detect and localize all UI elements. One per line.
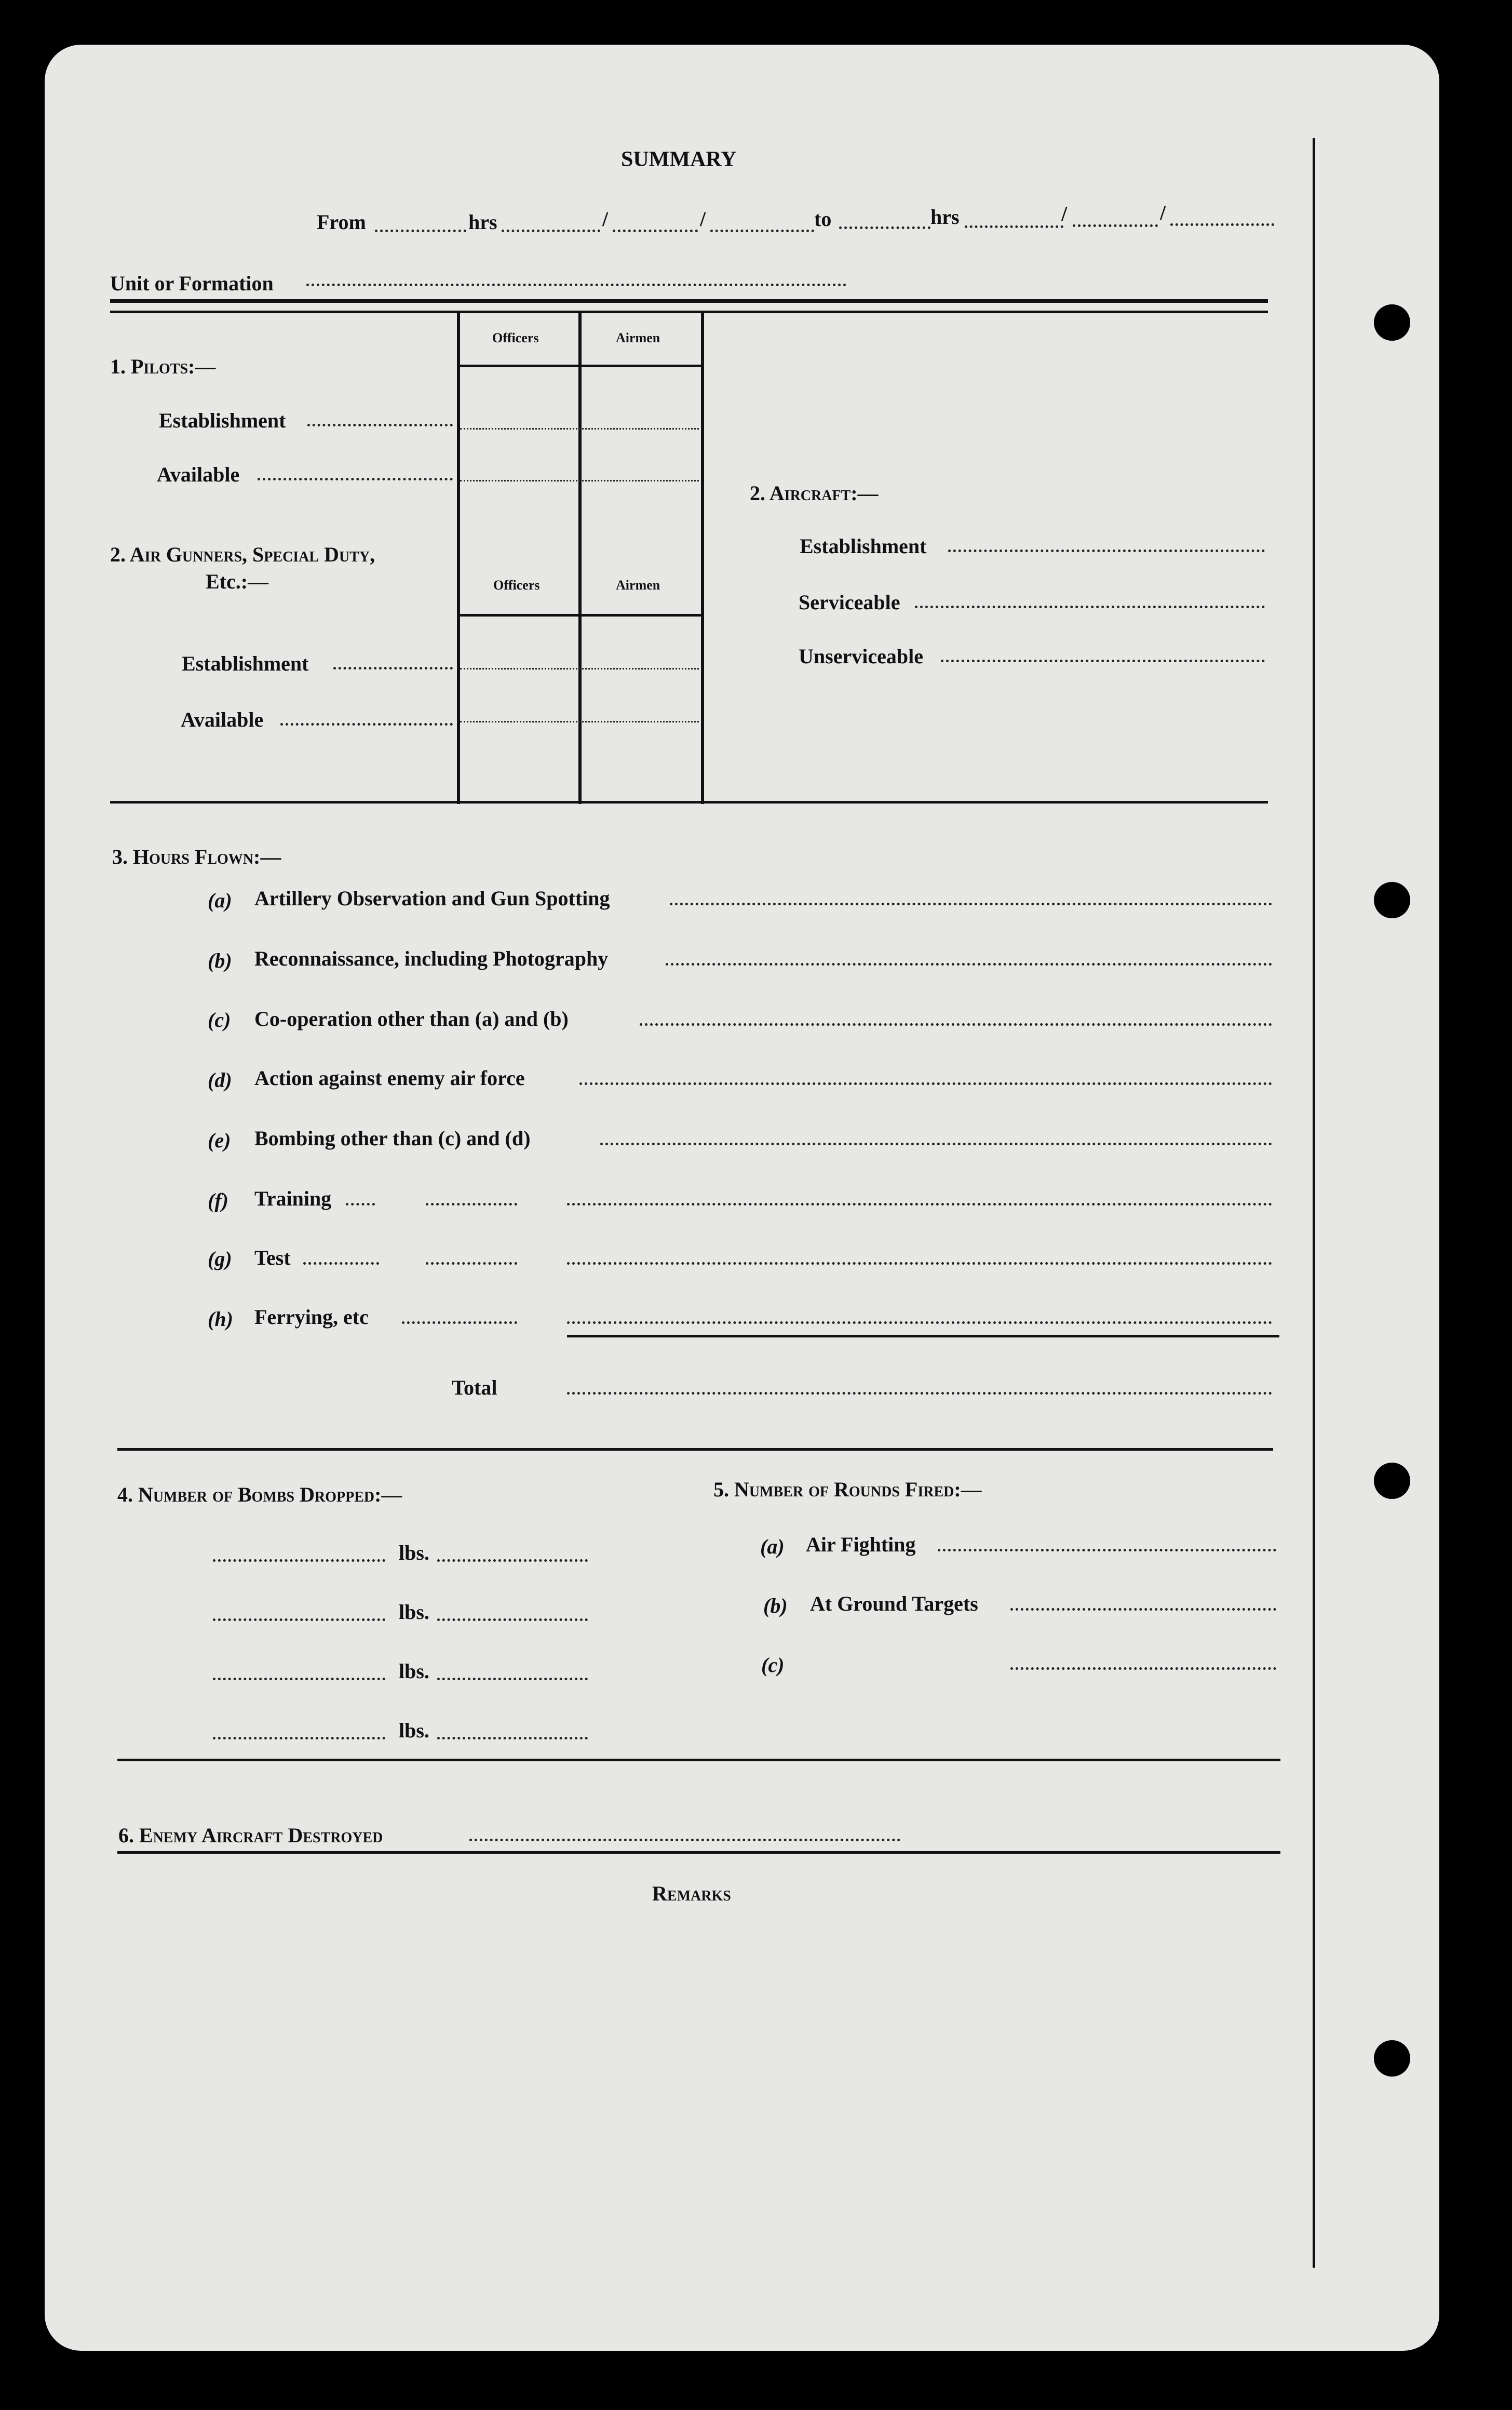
punch-hole: [1374, 1463, 1410, 1499]
from-month-field[interactable]: [710, 230, 814, 232]
rounds-heading: 5. Number of Rounds Fired:—: [713, 1478, 982, 1501]
pilots-establishment-label: Establishment: [159, 409, 286, 432]
subtotal-line: [567, 1335, 1279, 1337]
gunners-available-label: Available: [181, 708, 264, 731]
aircraft-serviceable-field[interactable]: [915, 606, 1265, 608]
hours-item-field[interactable]: [426, 1203, 517, 1206]
slash: /: [700, 207, 706, 231]
rounds-item-letter: (c): [761, 1653, 785, 1677]
hours-item-label: Ferrying, etc: [254, 1305, 369, 1329]
bombs-unit: lbs.: [399, 1541, 429, 1564]
table-line: [457, 614, 701, 617]
hours-item-field[interactable]: [670, 903, 1272, 905]
remarks-heading: Remarks: [652, 1882, 731, 1905]
gunners-establishment-label: Establishment: [182, 652, 309, 675]
hours-item-field[interactable]: [567, 1321, 1272, 1324]
section-divider: [110, 311, 1268, 313]
hours-item-field[interactable]: [567, 1262, 1272, 1265]
hours-item-letter: (b): [208, 949, 232, 972]
section-divider: [110, 299, 1268, 303]
from-label: From: [317, 210, 366, 234]
aircraft-heading: 2. Aircraft:—: [750, 481, 879, 505]
pilots-establishment-field[interactable]: [307, 424, 453, 426]
table-line: [457, 313, 460, 804]
hours-total-label: Total: [452, 1376, 497, 1399]
officers-header: Officers: [493, 578, 540, 593]
to-month-field[interactable]: [1170, 223, 1274, 226]
table-row-divider: [460, 721, 699, 722]
slash: /: [1160, 201, 1166, 224]
hours-item-field[interactable]: [579, 1082, 1272, 1085]
section-divider: [117, 1851, 1280, 1854]
to-day-field[interactable]: [1073, 224, 1158, 227]
bombs-count-field[interactable]: [437, 1618, 588, 1621]
hours-total-field[interactable]: [567, 1392, 1272, 1395]
hours-item-label: Reconnaissance, including Photography: [254, 947, 609, 970]
hrs-label: hrs: [468, 210, 497, 234]
bombs-count-field[interactable]: [437, 1678, 588, 1680]
hours-item-letter: (d): [208, 1068, 232, 1092]
hours-item-letter: (c): [208, 1008, 231, 1032]
bombs-heading: 4. Number of Bombs Dropped:—: [117, 1483, 402, 1506]
from-field[interactable]: [375, 230, 466, 232]
hrs-label: hrs: [930, 205, 960, 229]
to-field[interactable]: [839, 226, 930, 229]
hours-item-field[interactable]: [640, 1023, 1272, 1026]
right-border-line: [1313, 138, 1315, 2268]
rounds-item-field[interactable]: [938, 1549, 1276, 1551]
section-divider: [117, 1759, 1280, 1761]
table-row-divider: [460, 668, 699, 670]
hours-flown-heading: 3. Hours Flown:—: [112, 845, 281, 868]
to-hrs-field[interactable]: [965, 225, 1063, 228]
enemy-heading: 6. Enemy Aircraft Destroyed: [118, 1824, 383, 1847]
unit-field[interactable]: [306, 284, 846, 286]
officers-header: Officers: [492, 330, 539, 345]
from-day-field[interactable]: [613, 230, 698, 232]
gunners-heading: 2. Air Gunners, Special Duty,: [110, 543, 375, 566]
bombs-unit: lbs.: [399, 1719, 429, 1742]
pilots-available-label: Available: [157, 463, 240, 486]
rounds-item-field[interactable]: [1010, 1667, 1276, 1670]
hours-item-field[interactable]: [567, 1203, 1272, 1206]
hours-item-letter: (g): [208, 1247, 232, 1270]
hours-item-label: Artillery Observation and Gun Spotting: [254, 887, 610, 910]
table-line: [578, 313, 582, 804]
bombs-unit: lbs.: [399, 1600, 429, 1624]
to-label: to: [814, 207, 832, 231]
section-divider: [117, 1448, 1273, 1451]
from-hrs-field[interactable]: [502, 230, 600, 232]
bombs-field[interactable]: [213, 1559, 385, 1562]
aircraft-unserviceable-field[interactable]: [941, 660, 1265, 662]
hours-item-field[interactable]: [426, 1262, 517, 1265]
rounds-item-field[interactable]: [1010, 1608, 1276, 1611]
aircraft-establishment-field[interactable]: [948, 550, 1265, 552]
aircraft-establishment-label: Establishment: [800, 534, 927, 558]
hours-item-field[interactable]: [303, 1262, 379, 1265]
form-sheet: [45, 45, 1439, 2351]
gunners-available-field[interactable]: [280, 723, 453, 726]
slash: /: [1061, 202, 1068, 225]
hours-item-letter: (e): [208, 1129, 231, 1152]
hours-item-label: Bombing other than (c) and (d): [254, 1127, 531, 1150]
punch-hole: [1374, 2040, 1410, 2077]
hours-item-label: Action against enemy air force: [254, 1066, 525, 1090]
hours-item-field[interactable]: [600, 1143, 1272, 1145]
unit-label: Unit or Formation: [110, 272, 274, 295]
punch-hole: [1374, 304, 1410, 341]
bombs-field[interactable]: [213, 1737, 385, 1739]
bombs-unit: lbs.: [399, 1659, 429, 1683]
table-line: [701, 313, 704, 804]
hours-item-field[interactable]: [402, 1321, 517, 1324]
pilots-available-field[interactable]: [258, 478, 453, 480]
section-divider: [110, 801, 1268, 804]
enemy-field[interactable]: [469, 1839, 900, 1841]
rounds-item-letter: (b): [763, 1594, 788, 1617]
rounds-item-letter: (a): [760, 1535, 785, 1558]
hours-item-field[interactable]: [346, 1203, 375, 1206]
punch-hole: [1374, 882, 1410, 918]
hours-item-label: Test: [254, 1246, 291, 1269]
hours-item-label: Co-operation other than (a) and (b): [254, 1007, 569, 1030]
airmen-header: Airmen: [616, 330, 660, 345]
pilots-heading: 1. Pilots:—: [110, 355, 216, 378]
aircraft-serviceable-label: Serviceable: [799, 591, 900, 614]
hours-item-letter: (f): [208, 1189, 228, 1212]
bombs-field[interactable]: [213, 1618, 385, 1621]
hours-item-letter: (h): [208, 1307, 233, 1331]
rounds-item-label: Air Fighting: [806, 1533, 916, 1556]
page-title: SUMMARY: [621, 148, 737, 171]
table-line: [457, 365, 701, 367]
bombs-count-field[interactable]: [437, 1737, 588, 1739]
hours-item-label: Training: [254, 1187, 332, 1210]
bombs-count-field[interactable]: [437, 1559, 588, 1562]
aircraft-unserviceable-label: Unserviceable: [799, 645, 923, 668]
hours-item-field[interactable]: [666, 963, 1272, 966]
rounds-item-label: At Ground Targets: [810, 1592, 978, 1615]
slash: /: [602, 207, 609, 231]
table-row-divider: [460, 480, 699, 481]
gunners-heading-line2: Etc.:—: [206, 570, 269, 593]
airmen-header: Airmen: [616, 578, 660, 593]
table-row-divider: [460, 428, 699, 430]
hours-item-letter: (a): [208, 889, 232, 912]
bombs-field[interactable]: [213, 1678, 385, 1680]
gunners-establishment-field[interactable]: [333, 667, 453, 670]
